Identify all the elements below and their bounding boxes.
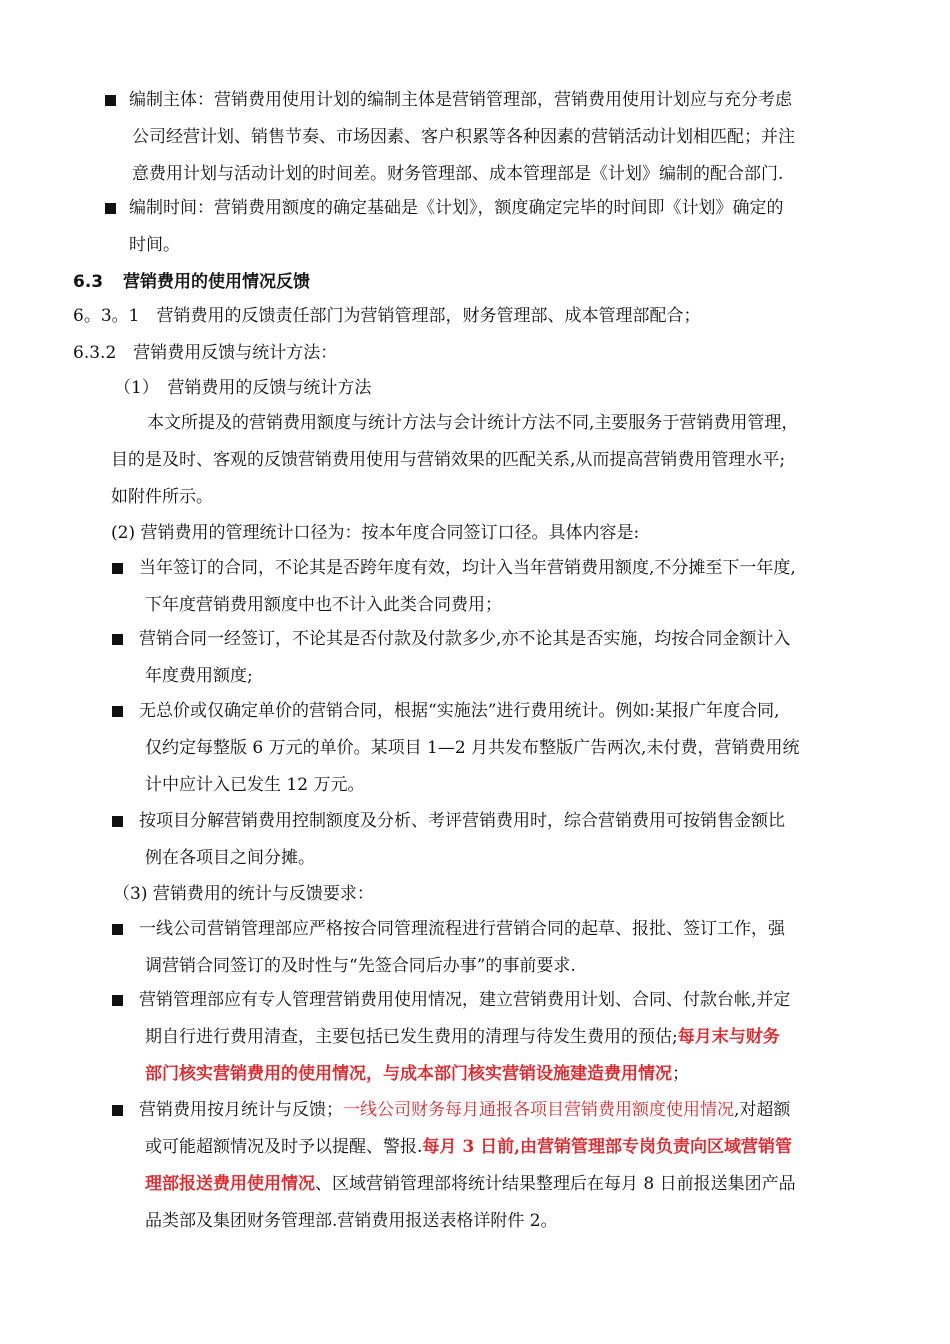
bullet-paragraph [139, 621, 790, 695]
text-line: 计中应计入已发生 12 万元。 [145, 775, 365, 795]
text-line: 时间。 [129, 235, 180, 255]
text-line [139, 1129, 796, 1166]
subheading-2 [111, 515, 639, 552]
highlighted-text: 部门核实营销费用的使用情况，与成本部门核实营销设施建造费用情况 [145, 1064, 672, 1084]
text-line: 品类部及集团财务管理部.营销费用报送表格详附件 2。 [145, 1211, 558, 1231]
subheading-3 [113, 876, 374, 913]
plain-text: 期自行进行费用清查，主要包括已发生费用的清理与待发生费用的预估; [145, 1027, 678, 1047]
paragraph-6-3-2 [73, 335, 337, 372]
text-line: （3) 营销费用的统计与反馈要求： [113, 884, 374, 904]
bullet-paragraph [139, 911, 785, 985]
text-line: 意费用计划与活动计划的时间差。财务管理部、成本管理部是《计划》编制的配合部门. [132, 164, 784, 184]
bullet-paragraph [139, 693, 799, 804]
bullet-square-icon [112, 634, 123, 645]
bullet-paragraph [129, 82, 795, 193]
plain-text: 或可能超额情况及时予以提醒、警报. [145, 1137, 423, 1157]
text-line: 仅约定每整版 6 万元的单价。某项目 1—2 月共发布整版广告两次,未付费，营销费用统 [145, 738, 800, 758]
bullet-square-icon [105, 95, 116, 106]
bullet-paragraph [139, 1092, 796, 1240]
text-line: 本文所提及的营销费用额度与统计方法与会计统计方法不同,主要服务于营销费用管理， [147, 413, 799, 433]
text-line: 无总价或仅确定单价的营销合同，根据“实施法”进行费用统计。例如:某报广年度合同, [139, 701, 780, 721]
bullet-square-icon [105, 203, 116, 214]
bullet-paragraph [139, 982, 790, 1093]
paragraph-6-3-1 [73, 298, 700, 335]
text-line: 按项目分解营销费用控制额度及分析、考评营销费用时，综合营销费用可按销售金额比 [139, 811, 785, 831]
plain-text: 、区域营销管理部将统计结果整理后在每月 8 日前报送集团产品 [315, 1174, 796, 1194]
bullet-paragraph [139, 803, 785, 877]
bullet-square-icon [112, 563, 123, 574]
bullet-paragraph [139, 550, 796, 624]
bullet-square-icon [112, 1105, 123, 1116]
text-line [139, 1092, 796, 1129]
section-title: 营销费用的使用情况反馈 [123, 272, 310, 292]
section-number: 6.3 [73, 272, 104, 292]
text-line: 公司经营计划、销售节奏、市场因素、客户积累等各种因素的营销活动计划相匹配；并注 [132, 127, 795, 147]
bullet-square-icon [112, 706, 123, 717]
bullet-square-icon [112, 995, 123, 1006]
paragraph-sub1 [111, 405, 798, 516]
subheading-1 [114, 370, 371, 407]
text-line [139, 1019, 790, 1056]
text-line: （1） 营销费用的反馈与统计方法 [114, 378, 372, 398]
text-line [139, 1166, 796, 1203]
plain-text: 营销费用按月统计与反馈； [139, 1100, 343, 1120]
text-line: 目的是及时、客观的反馈营销费用使用与营销效果的匹配关系,从而提高营销费用管理水平; [111, 450, 786, 470]
text-line: 如附件所示。 [111, 487, 213, 507]
text-line: 一线公司营销管理部应严格按合同管理流程进行营销合同的起草、报批、签订工作，强 [139, 919, 785, 939]
text-line: 编制主体：营销费用使用计划的编制主体是营销管理部，营销费用使用计划应与充分考虑 [129, 90, 792, 110]
text-line: 6.3.2 营销费用反馈与统计方法： [73, 343, 338, 363]
text-line: 6。3。1 营销费用的反馈责任部门为营销管理部，财务管理部、成本管理部配合； [73, 306, 701, 326]
text-line: 营销管理部应有专人管理营销费用使用情况，建立营销费用计划、合同、付款台帐,并定 [139, 990, 791, 1010]
bullet-paragraph [129, 190, 784, 264]
text-line: 例在各项目之间分摊。 [145, 848, 315, 868]
text-line: 营销合同一经签订，不论其是否付款及付款多少,亦不论其是否实施，均按合同金额计入 [139, 629, 791, 649]
bullet-square-icon [112, 924, 123, 935]
plain-text: ； [672, 1064, 689, 1084]
highlighted-text: 一线公司财务每月通报各项目营销费用额度使用情况 [343, 1100, 734, 1120]
bullet-square-icon [112, 816, 123, 827]
text-line: 下年度营销费用额度中也不计入此类合同费用； [145, 595, 502, 615]
text-line: 调营销合同签订的及时性与“先签合同后办事”的事前要求. [145, 956, 576, 976]
section-heading [73, 267, 310, 297]
text-line: 当年签订的合同，不论其是否跨年度有效，均计入当年营销费用额度,不分摊至下一年度, [139, 558, 796, 578]
highlighted-text: 每月末与财务 [677, 1027, 780, 1047]
highlighted-text: 理部报送费用使用情况 [145, 1174, 315, 1194]
text-line [139, 1056, 790, 1093]
text-line: (2) 营销费用的管理统计口径为：按本年度合同签订口径。具体内容是: [111, 523, 640, 543]
highlighted-text: 每月 3 日前,由营销管理部专岗负责向区域营销管 [422, 1137, 792, 1157]
text-line: 年度费用额度; [145, 666, 253, 686]
text-line: 编制时间：营销费用额度的确定基础是《计划》，额度确定完毕的时间即《计划》确定的 [129, 198, 784, 218]
plain-text: ,对超额 [734, 1100, 791, 1120]
